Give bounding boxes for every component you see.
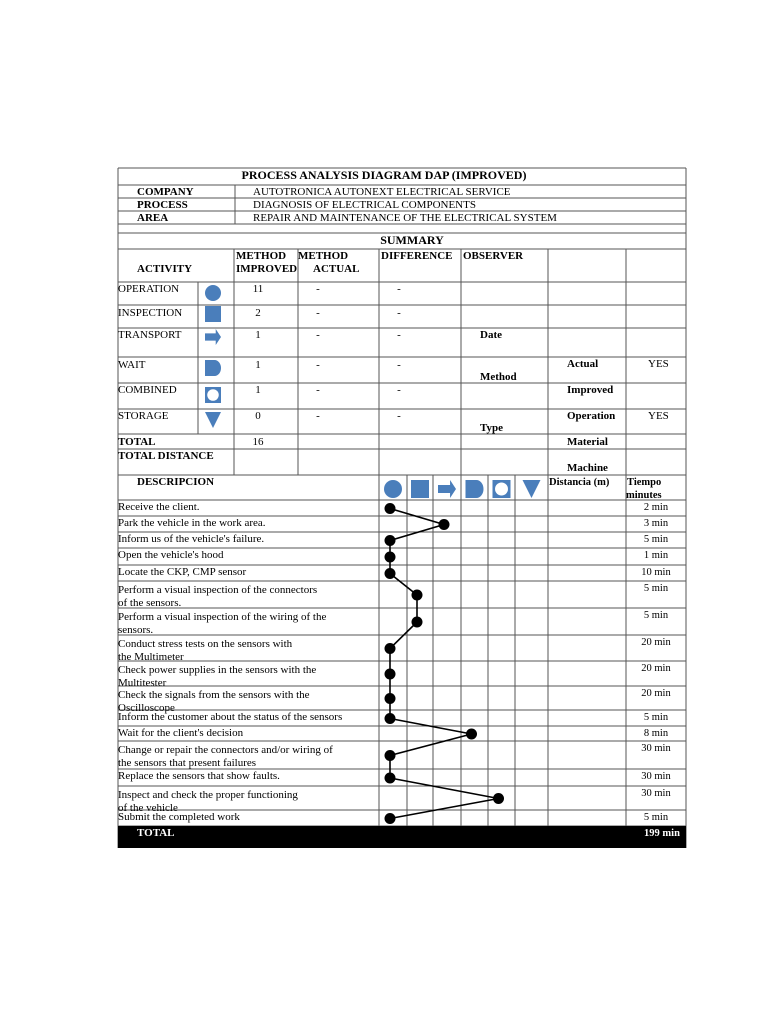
table-text [118,168,680,839]
storage-triangle-icon [205,412,221,428]
step-time: 3 min [643,518,669,529]
method-improved-value: 1 [255,359,261,371]
step-time: 10 min [641,567,671,578]
flow-point [385,552,396,563]
difference-value: - [397,410,401,422]
step-description: Submit the completed work [118,811,240,823]
operation-circle-icon [205,285,221,301]
method-actual-value: - [316,283,320,295]
observer-method: Method [480,371,517,383]
transport-arrow-icon [205,329,221,345]
step-time: 30 min [641,743,671,754]
flow-point [385,669,396,680]
flow-point [412,590,423,601]
step-description: Inform the customer about the status of the sensors [118,711,343,723]
header-value: REPAIR AND MAINTENANCE OF THE ELECTRICAL SYSTEM [253,212,557,224]
step-time: 30 min [641,788,671,799]
step-description: Open the vehicle's hood [118,549,224,561]
total-bar [118,826,686,848]
observer-date: Date [480,329,502,341]
method-actual-value: - [316,384,320,396]
step-description: the sensors that present failures [118,757,257,769]
total-row-value: 199 min [644,828,680,839]
flow-connector-line [390,509,499,819]
step-time: 8 min [643,728,669,739]
method-actual-value: - [316,359,320,371]
step-description: Conduct stress tests on the sensors with [118,638,293,650]
step-time: 2 min [643,502,669,513]
observer-actual-value: YES [648,358,669,370]
difference-value: - [397,307,401,319]
flow-point [466,729,477,740]
summary-title: SUMMARY [380,233,444,247]
col-activity: ACTIVITY [137,263,193,275]
col-method-actual: ACTUAL [313,263,360,275]
inspection-square-header-icon [411,480,429,498]
step-description: Wait for the client's decision [118,727,244,739]
process-flow-chart [385,503,505,824]
step-description: sensors. [118,624,154,636]
method-improved-value: 1 [255,384,261,396]
observer-type: Type [480,422,504,434]
step-time: 5 min [643,712,669,723]
col-method-improved: METHOD [236,250,287,262]
step-description: Multitester [118,677,167,689]
flow-point [493,793,504,804]
difference-value: - [397,329,401,341]
flow-point [412,617,423,628]
difference-value: - [397,283,401,295]
combined-square-circle-icon [205,387,221,403]
method-actual-value: - [316,307,320,319]
step-description: Inform us of the vehicle's failure. [118,533,265,545]
observer-machine: Machine [567,462,608,474]
step-description: Receive the client. [118,501,200,513]
step-description: Perform a visual inspection of the wiring of the [118,611,327,623]
step-description: Park the vehicle in the work area. [118,517,266,529]
flow-point [385,693,396,704]
header-label: PROCESS [137,199,188,211]
activity-label: STORAGE [118,410,169,422]
transport-arrow-header-icon [438,480,456,498]
total-label: TOTAL [118,436,156,448]
step-description: the Multimeter [118,651,184,663]
observer-improved: Improved [567,384,614,396]
flow-point [385,773,396,784]
step-description: of the sensors. [118,597,182,609]
inspection-square-icon [205,306,221,322]
wait-d-shape-icon [205,360,221,376]
step-time: 1 min [643,550,669,561]
step-description: of the vehicle [118,802,178,814]
step-time: 20 min [641,688,671,699]
activity-label: WAIT [118,359,146,371]
step-time: 30 min [641,771,671,782]
method-improved-value: 2 [255,307,261,319]
step-time: 5 min [643,534,669,545]
step-description: Replace the sensors that show faults. [118,770,280,782]
step-description: Change or repair the connectors and/or wiring of [118,744,333,756]
col-method-actual: METHOD [298,250,349,262]
flow-point [385,813,396,824]
observer-operation: Operation [567,410,616,422]
step-description: Check power supplies in the sensors with the [118,664,317,676]
method-actual-value: - [316,410,320,422]
step-description: Inspect and check the proper functioning [118,789,298,801]
step-time: 5 min [643,812,669,823]
step-description: Locate the CKP, CMP sensor [118,566,247,578]
total-row-label: TOTAL [137,827,175,839]
observer-material: Material [567,436,608,448]
combined-square-circle-header-icon [493,480,511,498]
difference-value: - [397,384,401,396]
flow-point [385,713,396,724]
operation-circle-header-icon [384,480,402,498]
header-value: AUTOTRONICA AUTONEXT ELECTRICAL SERVICE [253,186,511,198]
flow-point [385,568,396,579]
flow-point [385,750,396,761]
flow-point [385,503,396,514]
method-improved-value: 1 [255,329,261,341]
flow-point [385,643,396,654]
method-improved-value: 11 [252,283,264,295]
wait-d-shape-header-icon [466,480,484,498]
col-method-improved: IMPROVED [236,263,298,275]
col-difference: DIFFERENCE [381,250,453,262]
observer-operation-value: YES [648,410,669,422]
activity-label: TRANSPORT [118,329,182,341]
step-time: 5 min [643,583,669,594]
activity-label: COMBINED [118,384,177,396]
activity-label: OPERATION [118,283,180,295]
time-header: minutes [626,490,662,501]
activity-label: INSPECTION [118,307,183,319]
header-value: DIAGNOSIS OF ELECTRICAL COMPONENTS [253,199,476,211]
step-description: Oscilloscope [118,702,175,714]
storage-triangle-header-icon [523,480,541,498]
method-improved-value: 0 [255,410,261,422]
total-value: 16 [252,436,264,448]
observer-actual: Actual [567,358,599,370]
col-observer: OBSERVER [463,250,524,262]
step-description: Perform a visual inspection of the connectors [118,584,318,596]
document-title: PROCESS ANALYSIS DIAGRAM DAP (IMPROVED) [241,168,527,182]
time-header: Tiempo [627,477,662,488]
step-time: 5 min [643,610,669,621]
description-header: DESCRIPCION [137,476,215,488]
difference-value: - [397,359,401,371]
header-label: COMPANY [137,186,194,198]
method-actual-value: - [316,329,320,341]
step-description: Check the signals from the sensors with the [118,689,310,701]
step-time: 20 min [641,663,671,674]
total-distance-label: TOTAL DISTANCE [118,450,214,462]
flow-point [439,519,450,530]
distance-header: Distancia (m) [549,477,610,488]
header-label: AREA [137,212,169,224]
step-time: 20 min [641,637,671,648]
flow-point [385,535,396,546]
